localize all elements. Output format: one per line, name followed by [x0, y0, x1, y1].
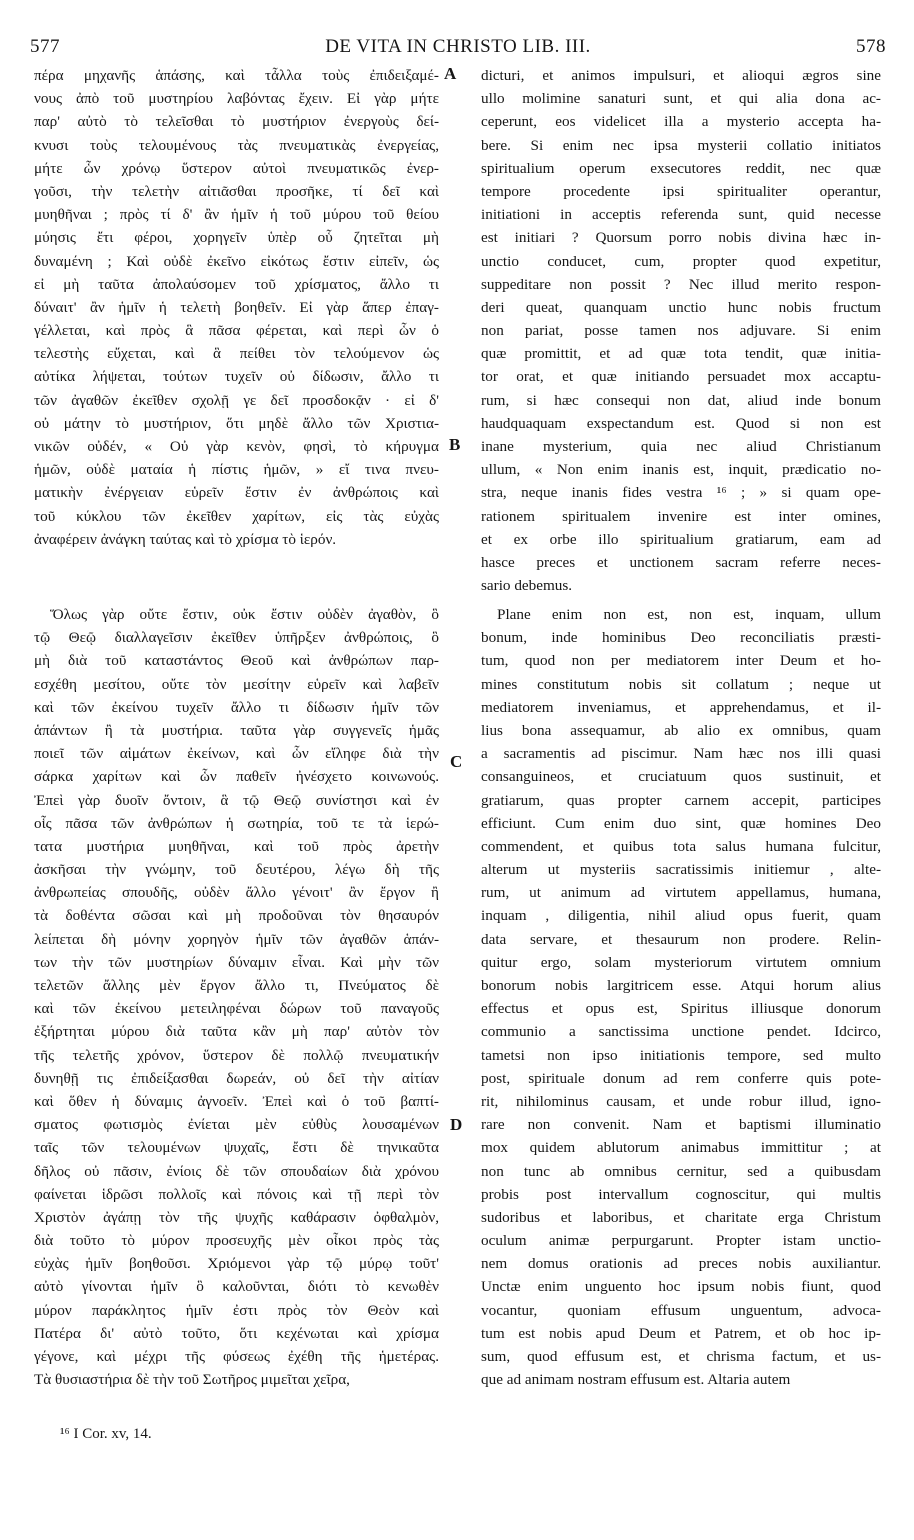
text-line: γοῦσι, τὴν τελετὴν αἰτιᾶσθαι προσῆκε, τί δεῖ καὶ — [34, 182, 439, 200]
text-line: εὐχὰς ἡμῖν βοηθοῦσι. Χριόμενοι γὰρ τῷ μύρῳ τοῦτ' — [34, 1255, 439, 1273]
text-line: Ἐπεὶ γὰρ δυοῖν ὄντοιν, ἃ τῷ Θεῷ συνίστησι καὶ ἐν — [34, 791, 439, 809]
text-line: ullo molimine sanaturi sunt, et qui alia dona ac- — [481, 90, 881, 108]
margin-marker-c: C — [450, 752, 463, 771]
text-line: data servare, et thesaurum non prodere. Relin- — [481, 930, 881, 948]
text-line: Unctæ enim unguento hoc ipsum nobis fiunt, quod — [481, 1278, 881, 1296]
text-line: mediatorem inveniamus, et apprehendamus, et il- — [481, 698, 881, 716]
text-line: οὐ μάτην τὸ μυστήριον, ὅτι μηδὲ ἄλλο τῶν Χριστια- — [34, 414, 439, 432]
text-line: των τὴν τῶν μυστηρίων δύναμιν εἶναι. Καὶ μὴν τῶν — [34, 953, 439, 971]
text-line: καὶ ὅθεν ἡ δύναμις ἀγνοεῖν. Ἐπεὶ καὶ ὁ τοῦ βαπτί- — [34, 1092, 439, 1110]
text-line: νους ἀπὸ τοῦ μυστηρίου λαβόντας ἔχειν. Εἰ γὰρ μήτε — [34, 90, 439, 108]
text-line: διὰ τοῦτο τὸ μύρον προσευχῆς μὲν οἶκοι πρὸς τὰς — [34, 1232, 439, 1250]
text-line: δυναμένη ; Καὶ οὐδὲ ἐκεῖνο εἰκότως ἔστιν εἰπεῖν, ὡς — [34, 252, 439, 270]
text-line: παρ' αὐτὸ τὸ τελεῖσθαι τὸ μυστήριον ἐνεργοὺς δεί- — [34, 113, 439, 131]
text-line: Πατέρα δι' αὐτὸ τοῦτο, ὅτι κεχένωται καὶ χρίσμα — [34, 1324, 439, 1342]
text-line: ταῖς τῶν τελουμένων ψυχαῖς, ἔστι δὲ τηνικαῦτα — [34, 1139, 439, 1157]
text-line: τελεστὴς εὔχεται, καὶ ἃ πείθει τὸν τελούμενον ὡς — [34, 345, 439, 363]
text-line: μύρον παράκλητος ἡμῖν ἐστι πρὸς τὸν Θεὸν καὶ — [34, 1301, 439, 1319]
text-line: κνυσι τοὺς τελουμένους τὰς πνευματικὰς ἐνεργείας, — [34, 136, 439, 154]
text-line: bere. Si enim nec ipsa mysterii collatio initiatos — [481, 136, 881, 154]
text-line: λείπεται δὴ μόνην χορηγὸν ἡμῖν τῶν ἀγαθῶν ἁπάν- — [34, 930, 439, 948]
text-line: est initiari ? Quorsum porro nobis divina hæc in- — [481, 229, 881, 247]
margin-marker-a: A — [444, 64, 457, 83]
text-line: τῶν ἀγαθῶν ἐκεῖθεν σχολῇ γε δεῖ προσδοκᾷν · εἰ δ' — [34, 391, 439, 409]
text-line: alterum ut mysteriis sacratissimis initiemur , alte- — [481, 861, 881, 879]
text-line: σάρκα χαρίτων καὶ ὧν παθεῖν ἠνέσχετο κοινωνούς. — [34, 768, 439, 786]
text-line: δυνηθῇ τις ἐπιδείξασθαι δωρεάν, οὐ δεῖ τὴν αἰτίαν — [34, 1069, 439, 1087]
text-line: ματικὴν ἐνέργειαν εὑρεῖν ἔστιν ἐν ἀνθρώποις καὶ — [34, 484, 439, 502]
text-line: τῷ Θεῷ διαλλαγεῖσιν ἐκεῖθεν ὑπῆρξεν ἀνθρώποις, ὃ — [34, 629, 439, 647]
text-line: μύησις ἔτι φέροι, χορηγεῖν ὑπὲρ οὗ ζητεῖται μὴ — [34, 229, 439, 247]
page-number-left: 577 — [30, 36, 60, 57]
text-line: inane mysterium, quia nec aliud Christianum — [481, 438, 881, 455]
text-line: εἰ μὴ ταῦτα ἀπολαύσομεν τοῦ χρίσματος, ἄλλο τι — [34, 275, 439, 293]
text-line: γέγονε, καὶ μέχρι τῆς φύσεως ἐχέθη τῆς ἡμετέρας. — [34, 1348, 439, 1365]
text-line: αὐτίκα λήψεται, τούτων τυχεῖν οὐ δίδωσιν, ἄλλο τι — [34, 368, 439, 386]
text-line: haudquaquam exspectandum est. Quod si non est — [481, 414, 881, 432]
text-line: οἷς πᾶσα τῶν ἀνθρώπων ἡ σωτηρία, τοῦ τε τὰ ἱερώ- — [34, 814, 439, 832]
text-line: que ad animam nostram effusum est. Altaria autem — [481, 1371, 791, 1389]
margin-marker-d: D — [450, 1115, 463, 1134]
text-line: Ὅλως γὰρ οὔτε ἔστιν, οὐκ ἔστιν οὐδὲν ἀγαθὸν, ὃ — [50, 606, 439, 623]
text-line: tor orat, et quæ initiando persuadet mox accaptu- — [481, 368, 881, 386]
text-line: μὴ διὰ τοῦ καταστάντος Θεοῦ καὶ ἀνθρώπων παρ- — [34, 652, 439, 670]
text-line: τῆς τελετῆς χρόνον, ὕστερον δὲ πολλῷ πνευματικήν — [34, 1046, 439, 1064]
text-line: mox quidem ablutorum animabus immittitur ; at — [481, 1139, 881, 1157]
text-line: ἡμῶν, οὐδὲ ματαία ἡ πίστις ἡμῶν, » εἴ τινα πνευ- — [34, 461, 439, 479]
text-line: dicturi, et animos impulsuri, et alioqui ægros sine — [481, 67, 881, 84]
latin-paragraph-1 — [481, 64, 881, 597]
text-line: τὰ δοθέντα σῶσαι καὶ μὴ προδοῦναι τὸν θησαυρόν — [34, 907, 439, 925]
text-line: rum, si hæc consequi non dat, aliud inde bonum — [481, 391, 881, 409]
text-line: Τὰ θυσιαστήρια δὲ τὴν τοῦ Σωτῆρος μιμεῖται χεῖρα, — [34, 1371, 350, 1389]
text-line: rit, nihilominus causam, et unde robur illud, igno- — [481, 1092, 881, 1110]
text-line: ceperunt, eos videlicet illa a mysterio accepta ha- — [481, 113, 881, 131]
text-line: ἁπάντων ἢ τὰ μυστήρια. ταῦτα γὰρ συγγενεῖς ἡμᾶς — [34, 721, 439, 739]
text-line: consanguineos, et cruciatuum quos sustinuit, et — [481, 768, 881, 786]
text-line: initiationi in acceptis referenda sunt, quid necesse — [481, 206, 881, 224]
text-line: tempore procedente ipsi spiritualiter operantur, — [481, 182, 881, 200]
text-line: σματος φωτισμὸς ἐνίεται μὲν εὐθὺς λουσαμένων — [34, 1116, 439, 1134]
footnote: ¹⁶ I Cor. xv, 14. — [60, 1426, 152, 1442]
text-line: ullum, « Non enim inanis est, inquit, prædicatio no- — [481, 461, 881, 479]
text-line: quæ promittit, et ad quæ tota tendit, quæ initia- — [481, 345, 881, 363]
text-line: tum, quod non per mediatorem inter Deum et ho- — [481, 652, 881, 670]
text-line: Χριστὸν ἀγάπῃ τὸν τῆς ψυχῆς καθάρασιν ὀφθαλμὸν, — [34, 1208, 439, 1226]
text-line: τατα μυστήρια μυηθῆναι, καὶ τοῦ πρὸς ἀρετὴν — [34, 837, 439, 855]
text-line: αὐτὸ γίνονται ἡμῖν ὃ καλοῦνται, διότι τὸ κενωθὲν — [34, 1278, 439, 1296]
text-line: δῆλος οὐ πᾶσιν, ἐνίοις δὲ τῶν σπουδαίων διὰ χρόνου — [34, 1162, 439, 1180]
text-line: μυηθῆναι ; πρὸς τί δ' ἂν ἡμῖν ἡ τοῦ μύρου τοῦ θείου — [34, 206, 439, 224]
text-line: τοῦ κύκλου τῶν ἐκεῖθεν χαρίτων, εἰς τὰς εὐχὰς — [34, 507, 439, 525]
text-line: efficiunt. Cum enim duo sint, quæ homines Deo — [481, 814, 881, 832]
text-line: μήτε ὧν χρόνῳ ὕστερον αὐτοὶ πνευματικῶς ἐνερ- — [34, 159, 439, 177]
text-line: τελετῶν ἄλλης μὲν ἔργον ἄλλο τι, Πνεύματος δὲ — [34, 977, 439, 994]
text-line: effectus et opus est, Spiritus illiusque donorum — [481, 1000, 881, 1018]
text-line: rare non convenit. Nam et baptismi illuminatio — [481, 1116, 881, 1134]
text-line: rum, ut animum ad virtutem appellamus, humana, — [481, 884, 881, 902]
text-line: εσχέθη μεσίτου, οὔτε τὸν μεσίτην εὑρεῖν καὶ λαβεῖν — [34, 675, 439, 693]
text-line: νικῶν οὐδέν, « Οὐ γὰρ κενὸν, φησὶ, τὸ κήρυγμα — [34, 438, 439, 455]
text-line: unctio conducet, cum, propter quod expetitur, — [481, 252, 881, 270]
text-line: ἐξήρτηται μύρου διὰ ταῦτα κἂν μὴ παρ' αὐτὸν τὸν — [34, 1023, 439, 1041]
text-line: sum, quod effusum est, et chrisma factum, et us- — [481, 1348, 881, 1365]
text-line: probis post intervallum cognoscitur, qui multis — [481, 1185, 881, 1203]
greek-paragraph-1 — [34, 64, 439, 551]
text-line: ἀναφέρειν ἀνάγκη ταύτας καὶ τὸ χρίσμα τὸ ἱερόν. — [34, 530, 337, 548]
text-line: et ex orbe illo spiritualium gratiarum, eam ad — [481, 530, 881, 548]
text-line: δύναιτ' ἂν ἡμῖν ἡ τελετὴ βοηθεῖν. Εἰ γὰρ ἅπερ ἐπαγ- — [34, 298, 439, 316]
text-line: καὶ τῶν ἐκείνου τυχεῖν ἄλλο τι δίδωσιν ἡμῖν τῶν — [34, 698, 439, 716]
text-line: nem domus orationis ad preces nobis auxiliantur. — [481, 1255, 881, 1273]
text-line: a sacramentis ad piscimur. Nam hæc nos illi quasi — [481, 745, 881, 763]
text-line: ἀσκῆσαι τὴν γνώμην, τοῦ δευτέρου, λέγω δὴ τῆς — [34, 861, 439, 879]
text-line: stra, neque inanis fides vestra ¹⁶ ; » si quam ope- — [481, 484, 881, 502]
text-line: mines constitutum nobis sit collatum ; neque ut — [481, 675, 881, 693]
running-title: DE VITA IN CHRISTO LIB. III. — [325, 36, 591, 57]
text-line: tum est nobis apud Deum et Patrem, et ob hoc ip- — [481, 1324, 881, 1342]
text-line: vocantur, quoniam effusum unguentum, advoca- — [481, 1301, 881, 1319]
text-line: oculum animæ perpurgarunt. Propter istam unctio- — [481, 1232, 881, 1250]
text-line: gratiarum, quas propter carnem accepit, participes — [481, 791, 881, 809]
text-line: lius bona assequamur, ab alio ex omnibus, quam — [481, 721, 881, 739]
text-line: Plane enim non est, non est, inquam, ullum — [497, 606, 881, 623]
text-line: φαίνεται ἱδρῶσι πολλοῖς καὶ πόνοις καὶ τῇ περὶ τὸν — [34, 1185, 439, 1203]
text-line: hasce preces et unctionem sacram referre neces- — [481, 553, 881, 571]
text-line: ποιεῖ τῶν αἱμάτων ἐκείνων, καὶ ὧν εἴληφε διὰ τὴν — [34, 745, 439, 763]
greek-paragraph-2 — [34, 603, 439, 1391]
text-line: rationem spiritualem invenire est inter omines, — [481, 507, 881, 525]
text-line: quitur ergo, solam mysteriorum virtutem omnium — [481, 953, 881, 971]
text-line: sario debemus. — [481, 577, 573, 595]
text-line: tametsi non ipso initiationis tempore, sed multo — [481, 1046, 881, 1064]
text-line: ἀνθρωπείας σπουδῆς, οὐδὲν ἄλλο γένοιτ' ἂν ἔργον ἢ — [34, 884, 439, 902]
margin-marker-b: B — [449, 435, 461, 454]
text-line: deri queat, quanquam unctio hunc nobis fructum — [481, 298, 881, 316]
text-line: communio a sanctissima unctione pendet. Idcirco, — [481, 1023, 881, 1041]
text-line: sudoribus et laboribus, et charitate erga Christum — [481, 1208, 881, 1226]
text-line: non pariat, posse tamen nos adjuvare. Si enim — [481, 322, 881, 340]
text-line: bonum, inde hominibus Deo reconciliatis præsti- — [481, 629, 881, 647]
text-line: bonorum nobis largitricem esse. Atqui horum alius — [481, 977, 881, 994]
running-header — [30, 36, 886, 64]
text-line: post, spirituale donum ad rem conferre quis pote- — [481, 1069, 881, 1087]
text-line: inquam , diligentia, nihil aliud opus fuerit, quam — [481, 907, 881, 925]
text-line: non tunc ab omnibus cernitur, sed a quibusdam — [481, 1162, 881, 1180]
page-number-right: 578 — [856, 36, 886, 57]
text-line: suppeditare non possit ? Nec illud merito respon- — [481, 275, 881, 293]
text-line: πέρα μηχανῆς ἁπάσης, καὶ τἆλλα τοὺς ἐπιδειξαμέ- — [34, 67, 439, 84]
text-line: καὶ τῶν ἐκείνου μετειληφέναι δώρων τοῦ παναγοῦς — [34, 1000, 439, 1018]
text-line: γέλλεται, καὶ πρὸς ἃ πᾶσα φέρεται, καὶ περὶ ὧν ὁ — [34, 322, 439, 340]
text-line: commendent, et quibus tota salus humana fulcitur, — [481, 837, 881, 855]
latin-paragraph-2 — [481, 603, 881, 1391]
text-line: spiritualium operum exsecutores reddit, nec quæ — [481, 159, 881, 177]
